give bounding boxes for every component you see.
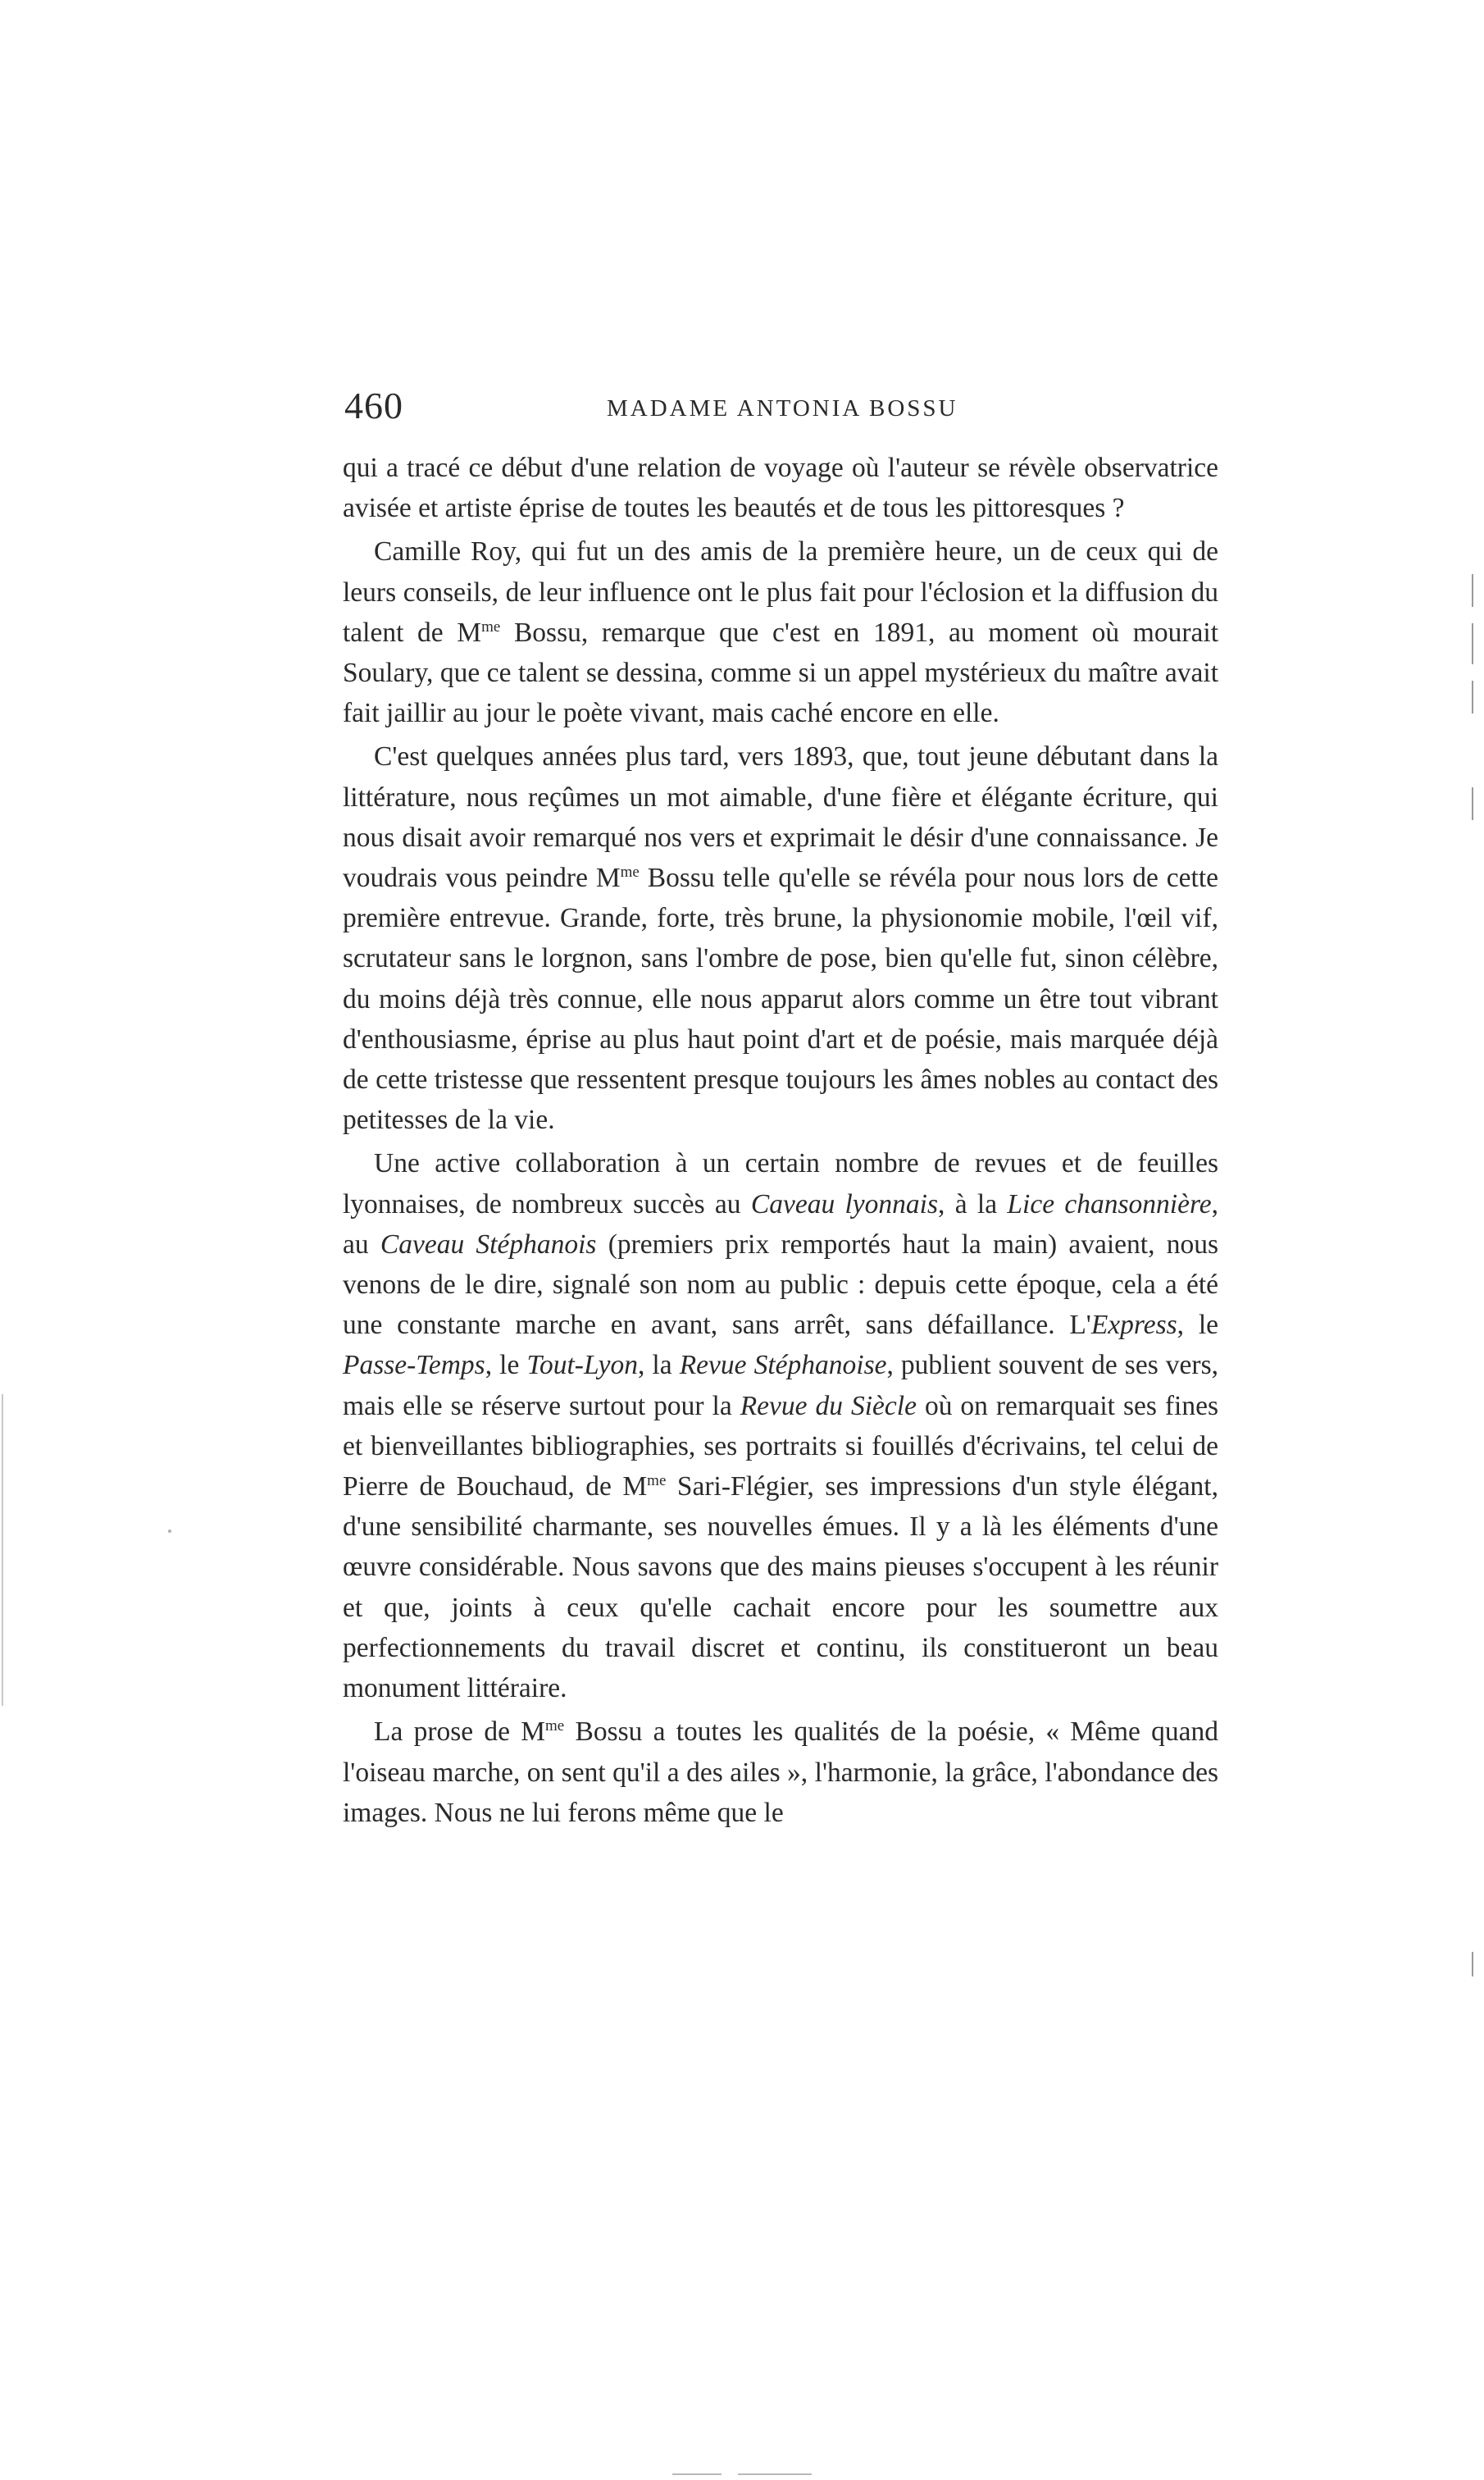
honorific-abbreviation — [457, 618, 500, 648]
text-run: , au — [343, 1188, 1218, 1260]
italic-title: Passe-Temps — [343, 1350, 485, 1381]
text-run: , à la — [938, 1188, 1008, 1219]
scan-mark — [738, 2473, 812, 2475]
text-run: Camille Roy, qui fut un des amis de la première heure, un de ceux qui de leurs conseils, de leur influence ont le plus fait pour l'éclosion et la diffusion du talent de — [343, 536, 1218, 648]
body-text — [343, 448, 1218, 1833]
italic-title: Lice chansonnière — [1007, 1188, 1212, 1219]
paragraph — [343, 531, 1218, 733]
honorific-superscript: me — [620, 864, 640, 882]
honorific-letter: M — [595, 863, 621, 894]
text-run: , la — [637, 1350, 680, 1381]
text-run: (premiers prix remportés haut la main) avaient, nous venons de le dire, signalé son nom au public : depuis cette époque, cela a été une constante marche en avant, sans arrêt, sans défaillance. L' — [343, 1229, 1218, 1341]
text-run: C'est quelques années plus tard, vers 1893, que, tout jeune débutant dans la littérature, nous reçûmes un mot aimable, d'une fière et élégante écriture, qui nous disait avoir remarqué nos vers et exprimait le désir d'une connaissance. Je voudrais vous peindre — [343, 741, 1218, 894]
scan-mark — [1472, 787, 1473, 820]
honorific-abbreviation — [596, 863, 640, 893]
page-header — [344, 384, 1164, 441]
scan-mark — [2, 1394, 3, 1706]
honorific-letter: M — [521, 1716, 546, 1748]
text-run: Bossu telle qu'elle se révéla pour nous lors de cette première entrevue. Grande, forte, très brune, la physionomie mobile, l'œil vif, scrutateur sans le lorgnon, sans l'ombre de pose, bien qu'elle fut, sinon célèbre, du moins déjà très connue, elle nous apparut alors comme un être tout vibrant d'enthousiasme, éprise au plus haut point d'art et de poésie, mais marquée déjà de cette tristesse que ressentent presque toujours les âmes nobles au contact des petitesses de la vie. — [343, 863, 1218, 1136]
scan-mark — [1472, 1952, 1473, 1976]
honorific-superscript: me — [481, 618, 501, 636]
text-run: , publient souvent de ses vers, mais elle se réserve surtout pour la — [343, 1350, 1218, 1421]
italic-title: Tout-Lyon — [526, 1350, 638, 1381]
honorific-superscript: me — [647, 1472, 667, 1490]
text-run: La prose de — [374, 1716, 521, 1748]
scan-mark — [1472, 681, 1473, 713]
running-head: MADAME ANTONIA BOSSU — [607, 395, 958, 422]
italic-title: Caveau lyonnais — [750, 1188, 939, 1219]
honorific-abbreviation — [622, 1471, 666, 1502]
scan-mark — [672, 2473, 722, 2475]
italic-title: Revue du Siècle — [740, 1390, 917, 1421]
honorific-letter: M — [457, 617, 482, 648]
text-run: Une active collaboration à un certain nombre de revues et de feuilles lyonnaises, de nombreux succès au — [343, 1148, 1218, 1219]
text-run: , le — [485, 1350, 527, 1381]
paragraph — [343, 1143, 1218, 1708]
scan-mark — [1472, 623, 1473, 664]
italic-title: Revue Stéphanoise — [679, 1350, 887, 1381]
text-run: Bossu a toutes les qualités de la poésie, « Même quand l'oiseau marche, on sent qu'il a des ailes », l'harmonie, la grâce, l'abondance des images. Nous ne lui ferons même que le — [343, 1716, 1219, 1828]
paragraph — [343, 1712, 1218, 1833]
page-number: 460 — [344, 385, 403, 426]
text-run: Bossu, remarque que c'est en 1891, au moment où mourait Soulary, que ce talent se dessina, comme si un appel mystérieux du maître avait fait jaillir au jour le poète vivant, mais caché encore en elle. — [343, 617, 1218, 729]
text-run: Sari-Flégier, ses impressions d'un style élégant, d'une sensibilité charmante, ses nouvelles émues. Il y a là les éléments d'une œuvre considérable. Nous savons que des mains pieuses s'occupent à les réunir et que, joints à ceux qu'elle cachait encore pour les soumettre aux perfectionnements du travail discret et continu, ils constitueront un beau monument littéraire. — [343, 1471, 1218, 1704]
paragraph — [343, 736, 1218, 1140]
honorific-letter: M — [622, 1471, 648, 1502]
scan-speck — [168, 1529, 171, 1533]
text-run: qui a tracé ce début d'une relation de voyage où l'auteur se révèle observatrice avisée et artiste éprise de toutes les beautés et de tous les pittoresques ? — [343, 453, 1218, 524]
honorific-abbreviation — [521, 1716, 564, 1747]
scan-mark — [1472, 574, 1473, 607]
italic-title: Caveau Stéphanois — [380, 1229, 597, 1260]
honorific-superscript: me — [545, 1717, 565, 1735]
text-run: où on remarquait ses fines et bienveillantes bibliographies, ses portraits si fouillés d'écrivains, tel celui de Pierre de Bouchaud, de — [343, 1390, 1219, 1502]
text-run: , le — [1177, 1310, 1218, 1341]
italic-title: Express — [1090, 1310, 1177, 1341]
paragraph — [343, 448, 1218, 528]
